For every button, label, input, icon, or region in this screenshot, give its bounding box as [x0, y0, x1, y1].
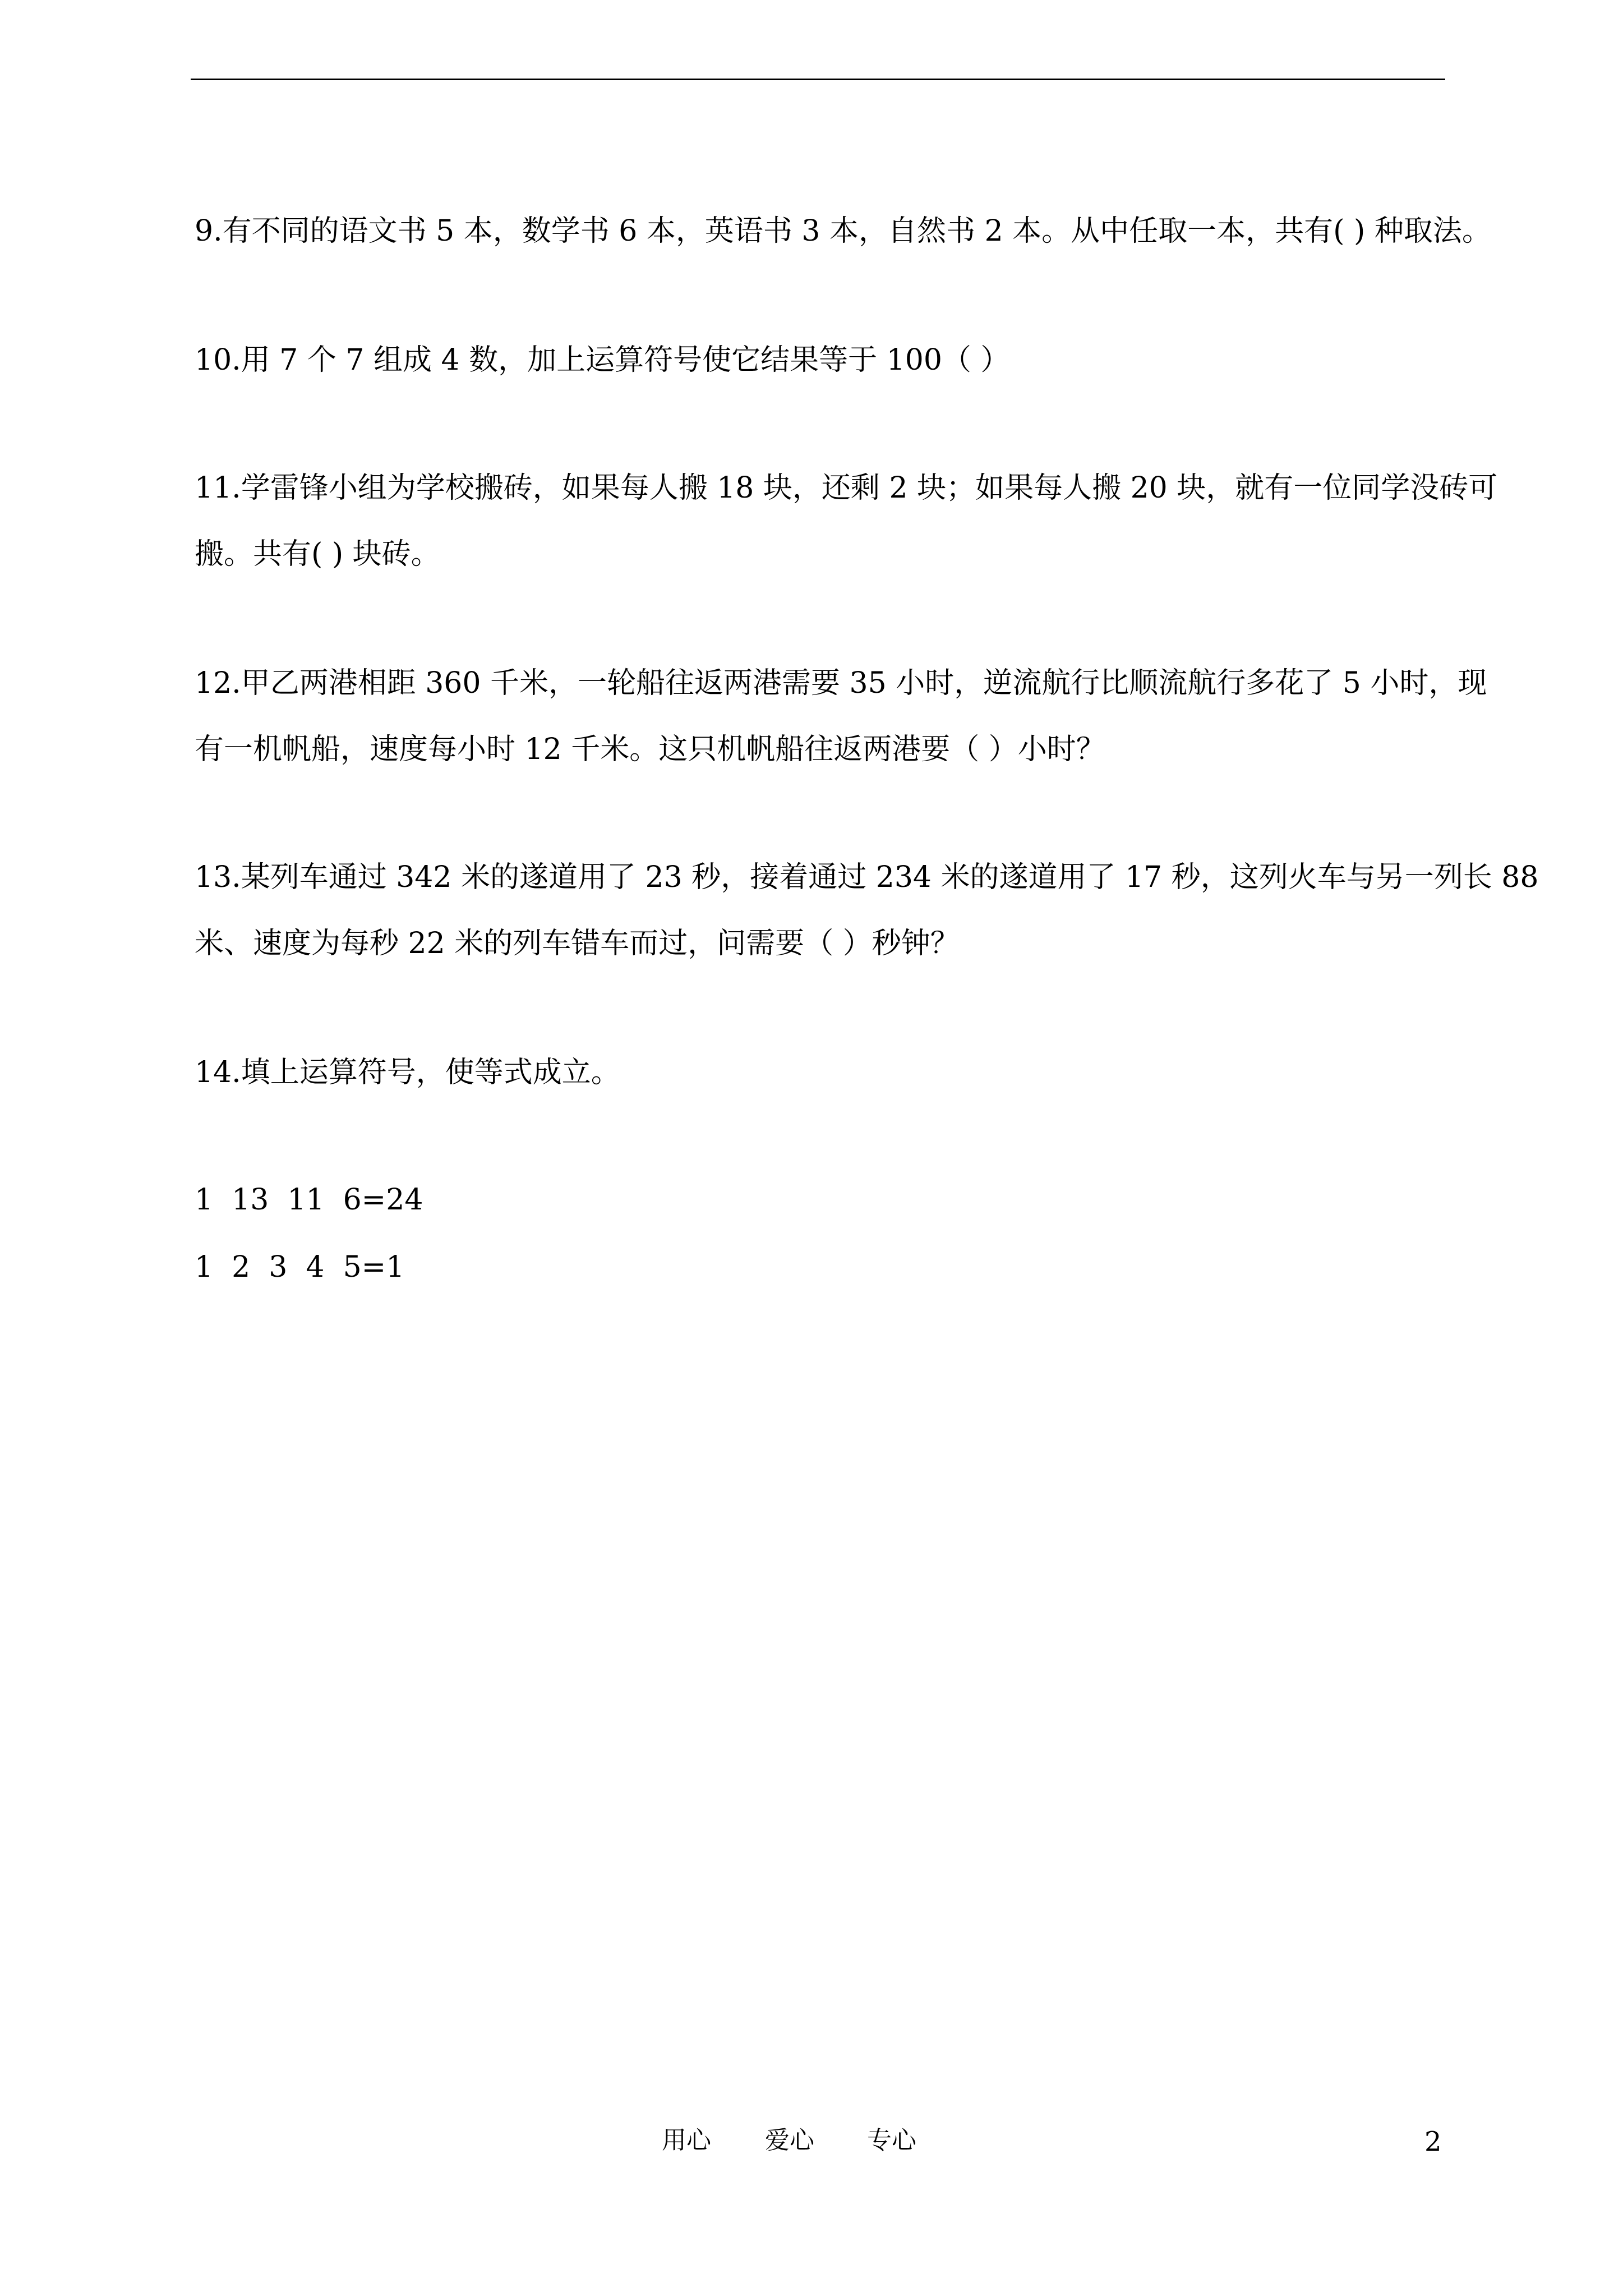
header-rule — [191, 79, 1445, 80]
question-12-line-1: 12.甲乙两港相距 360 千米，一轮船往返两港需要 35 小时，逆流航行比顺流航行多花了 5 小时，现 — [195, 666, 1487, 700]
question-13-line-1: 13.某列车通过 342 米的遂道用了 23 秒，接着通过 234 米的遂道用了 17 秒，这列火车与另一列长 88 — [195, 861, 1539, 894]
question-9-line-1: 9.有不同的语文书 5 本，数学书 6 本，英语书 3 本，自然书 2 本。从中任取一本，共有( ) 种取法。 — [195, 214, 1491, 248]
question-10-line-1: 10.用 7 个 7 组成 4 数，加上运算符号使它结果等于 100（ ） — [195, 343, 1010, 377]
question-11-line-2: 搬。共有( ) 块砖。 — [195, 537, 440, 571]
question-11-line-1: 11.学雷锋小组为学校搬砖，如果每人搬 18 块，还剩 2 块；如果每人搬 20 块，就有一位同学没砖可 — [195, 471, 1498, 505]
footer-item-zhuanxin: 专心 — [867, 2126, 916, 2155]
footer-item-aixin: 爱心 — [765, 2126, 814, 2155]
question-14-line-1: 14.填上运算符号，使等式成立。 — [195, 1056, 620, 1089]
page-number: 2 — [1424, 2126, 1442, 2157]
equation-1: 1 13 11 6=24 — [195, 1183, 423, 1217]
question-13-line-2: 米、速度为每秒 22 米的列车错车而过，问需要（ ）秒钟？ — [195, 927, 960, 960]
footer-item-yongxin: 用心 — [662, 2126, 711, 2155]
equation-2: 1 2 3 4 5=1 — [195, 1250, 405, 1284]
question-12-line-2: 有一机帆船，速度每小时 12 千米。这只机帆船往返两港要（ ）小时？ — [195, 733, 1105, 766]
